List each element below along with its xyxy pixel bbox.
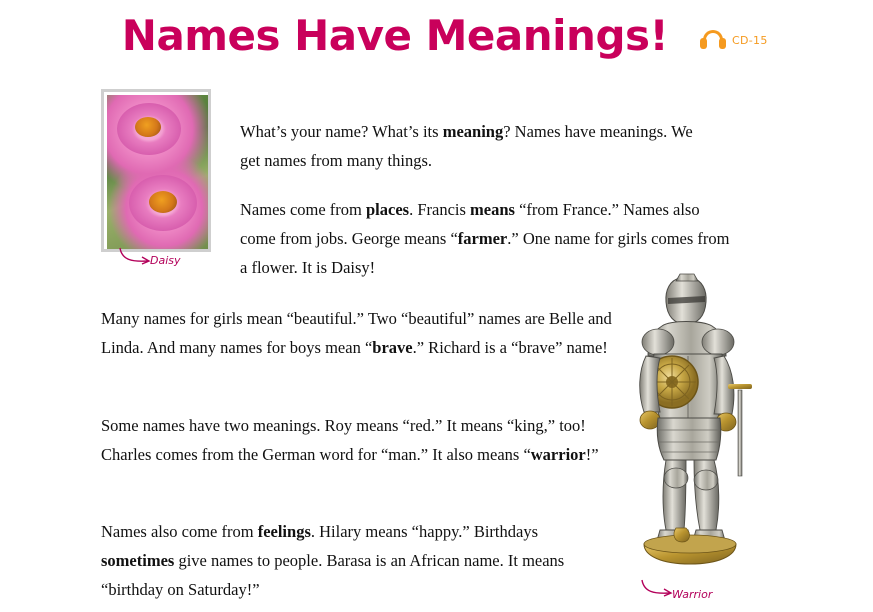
flower-photo-caption: Daisy [150, 254, 181, 267]
audio-track-code: CD-15 [732, 33, 768, 47]
paragraph-5: Names also come from feelings. Hilary means “happy.” Birthdays sometimes give names to people. Barasa is an African name. It means “birthday on Saturday!” [101, 521, 565, 599]
knight-photo-image [610, 272, 780, 582]
paragraph-4: Some names have two meanings. Roy means “red.” It means “king,” too! Charles comes from the German word for “man.” It also means “warrior!” [101, 415, 599, 464]
page-title: Names Have Meanings! [121, 11, 669, 60]
knight-caption-arrow-icon [640, 578, 676, 598]
paragraph-3: Many names for girls mean “beautiful.” Two “beautiful” names are Belle and Linda. And many names for boys mean “brave.” Richard is a “brave” name! [101, 308, 612, 357]
knight-photo [610, 272, 780, 582]
headphone-icon [700, 30, 726, 50]
flower-photo [101, 89, 211, 252]
flower-caption-arrow-icon [118, 246, 154, 266]
knight-photo-caption: Warrior [672, 588, 713, 601]
page-header [0, 8, 873, 70]
paragraph-2: Names come from places. Francis means “from France.” Names also come from jobs. George means “farmer.” One name for girls comes from a flower. It is Daisy! [240, 199, 730, 277]
paragraph-1: What’s your name? What’s its meaning? Names have meanings. We get names from many things. [240, 121, 693, 170]
flower-photo-image [107, 95, 211, 252]
audio-track-badge [700, 30, 768, 50]
